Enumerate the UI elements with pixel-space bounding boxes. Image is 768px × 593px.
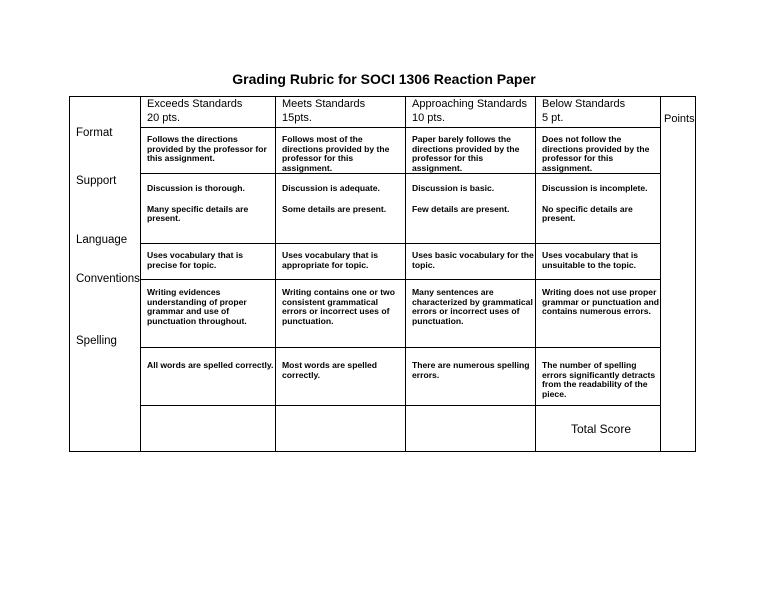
cell: Paper barely follows the directions provided by the professor for this assignment. xyxy=(412,134,520,173)
cell: Uses basic vocabulary for the topic. xyxy=(412,250,534,270)
cell: The number of spelling errors significantly detracts from the readability of the piece. xyxy=(542,360,656,399)
table-row xyxy=(70,128,696,174)
cell: Discussion is thorough. xyxy=(147,183,245,193)
page-title: Grading Rubric for SOCI 1306 Reaction Paper xyxy=(232,71,536,87)
cell: Discussion is incomplete. xyxy=(542,183,648,193)
table-row xyxy=(70,244,696,280)
cell: Writing does not use proper grammar or punctuation and contains numerous errors. xyxy=(542,287,659,316)
cell: All words are spelled correctly. xyxy=(147,360,274,370)
category-format: Format xyxy=(76,127,113,139)
points-header: Points xyxy=(664,113,695,125)
table-row xyxy=(70,348,696,406)
cell: Discussion is adequate. xyxy=(282,183,380,193)
total-score-cell xyxy=(536,406,661,452)
cell: Does not follow the directions provided by the professor for this assignment. xyxy=(542,134,650,173)
points-column xyxy=(661,97,696,452)
cell: Some details are present. xyxy=(282,203,387,214)
cell: There are numerous spelling errors. xyxy=(412,360,530,380)
cell: Follows the directions provided by the professor for this assignment. xyxy=(147,134,267,163)
cell: Writing contains one or two consistent grammatical errors or incorrect uses of punctuation. xyxy=(282,287,395,326)
table-row xyxy=(70,280,696,348)
cell: Most words are spelled correctly. xyxy=(282,360,378,380)
header-exceeds: Exceeds Standards 20 pts. xyxy=(141,97,276,128)
empty-cell xyxy=(141,406,276,452)
rubric-table xyxy=(69,96,696,452)
category-spelling: Spelling xyxy=(76,335,117,347)
cell: Many specific details are present. xyxy=(147,203,249,223)
empty-cell xyxy=(276,406,406,452)
header-row xyxy=(70,97,696,128)
total-score-label: Total Score xyxy=(570,422,632,436)
cell: Follows most of the directions provided by the professor for this assignment. xyxy=(282,134,390,173)
total-row xyxy=(70,406,696,452)
cell: Uses vocabulary that is appropriate for topic. xyxy=(282,250,379,270)
cell: No specific details are present. xyxy=(542,203,633,223)
category-support: Support xyxy=(76,175,117,187)
table-row xyxy=(70,174,696,244)
cell: Many sentences are characterized by grammatical errors or incorrect uses of punctuation. xyxy=(412,287,533,326)
cell: Writing evidences understanding of proper grammar and use of punctuation throughout. xyxy=(147,287,247,326)
cell: Uses vocabulary that is precise for topic. xyxy=(147,250,244,270)
header-below: Below Standards 5 pt. xyxy=(536,97,661,128)
category-language: Language xyxy=(76,234,128,246)
cell: Few details are present. xyxy=(412,203,510,214)
empty-cell xyxy=(406,406,536,452)
cell: Discussion is basic. xyxy=(412,183,495,193)
cell: Uses vocabulary that is unsuitable to the topic. xyxy=(542,250,639,270)
header-approaching: Approaching Standards 10 pts. xyxy=(406,97,536,128)
category-conventions: Conventions xyxy=(76,273,140,285)
category-column xyxy=(70,97,141,452)
header-meets: Meets Standards 15pts. xyxy=(276,97,406,128)
